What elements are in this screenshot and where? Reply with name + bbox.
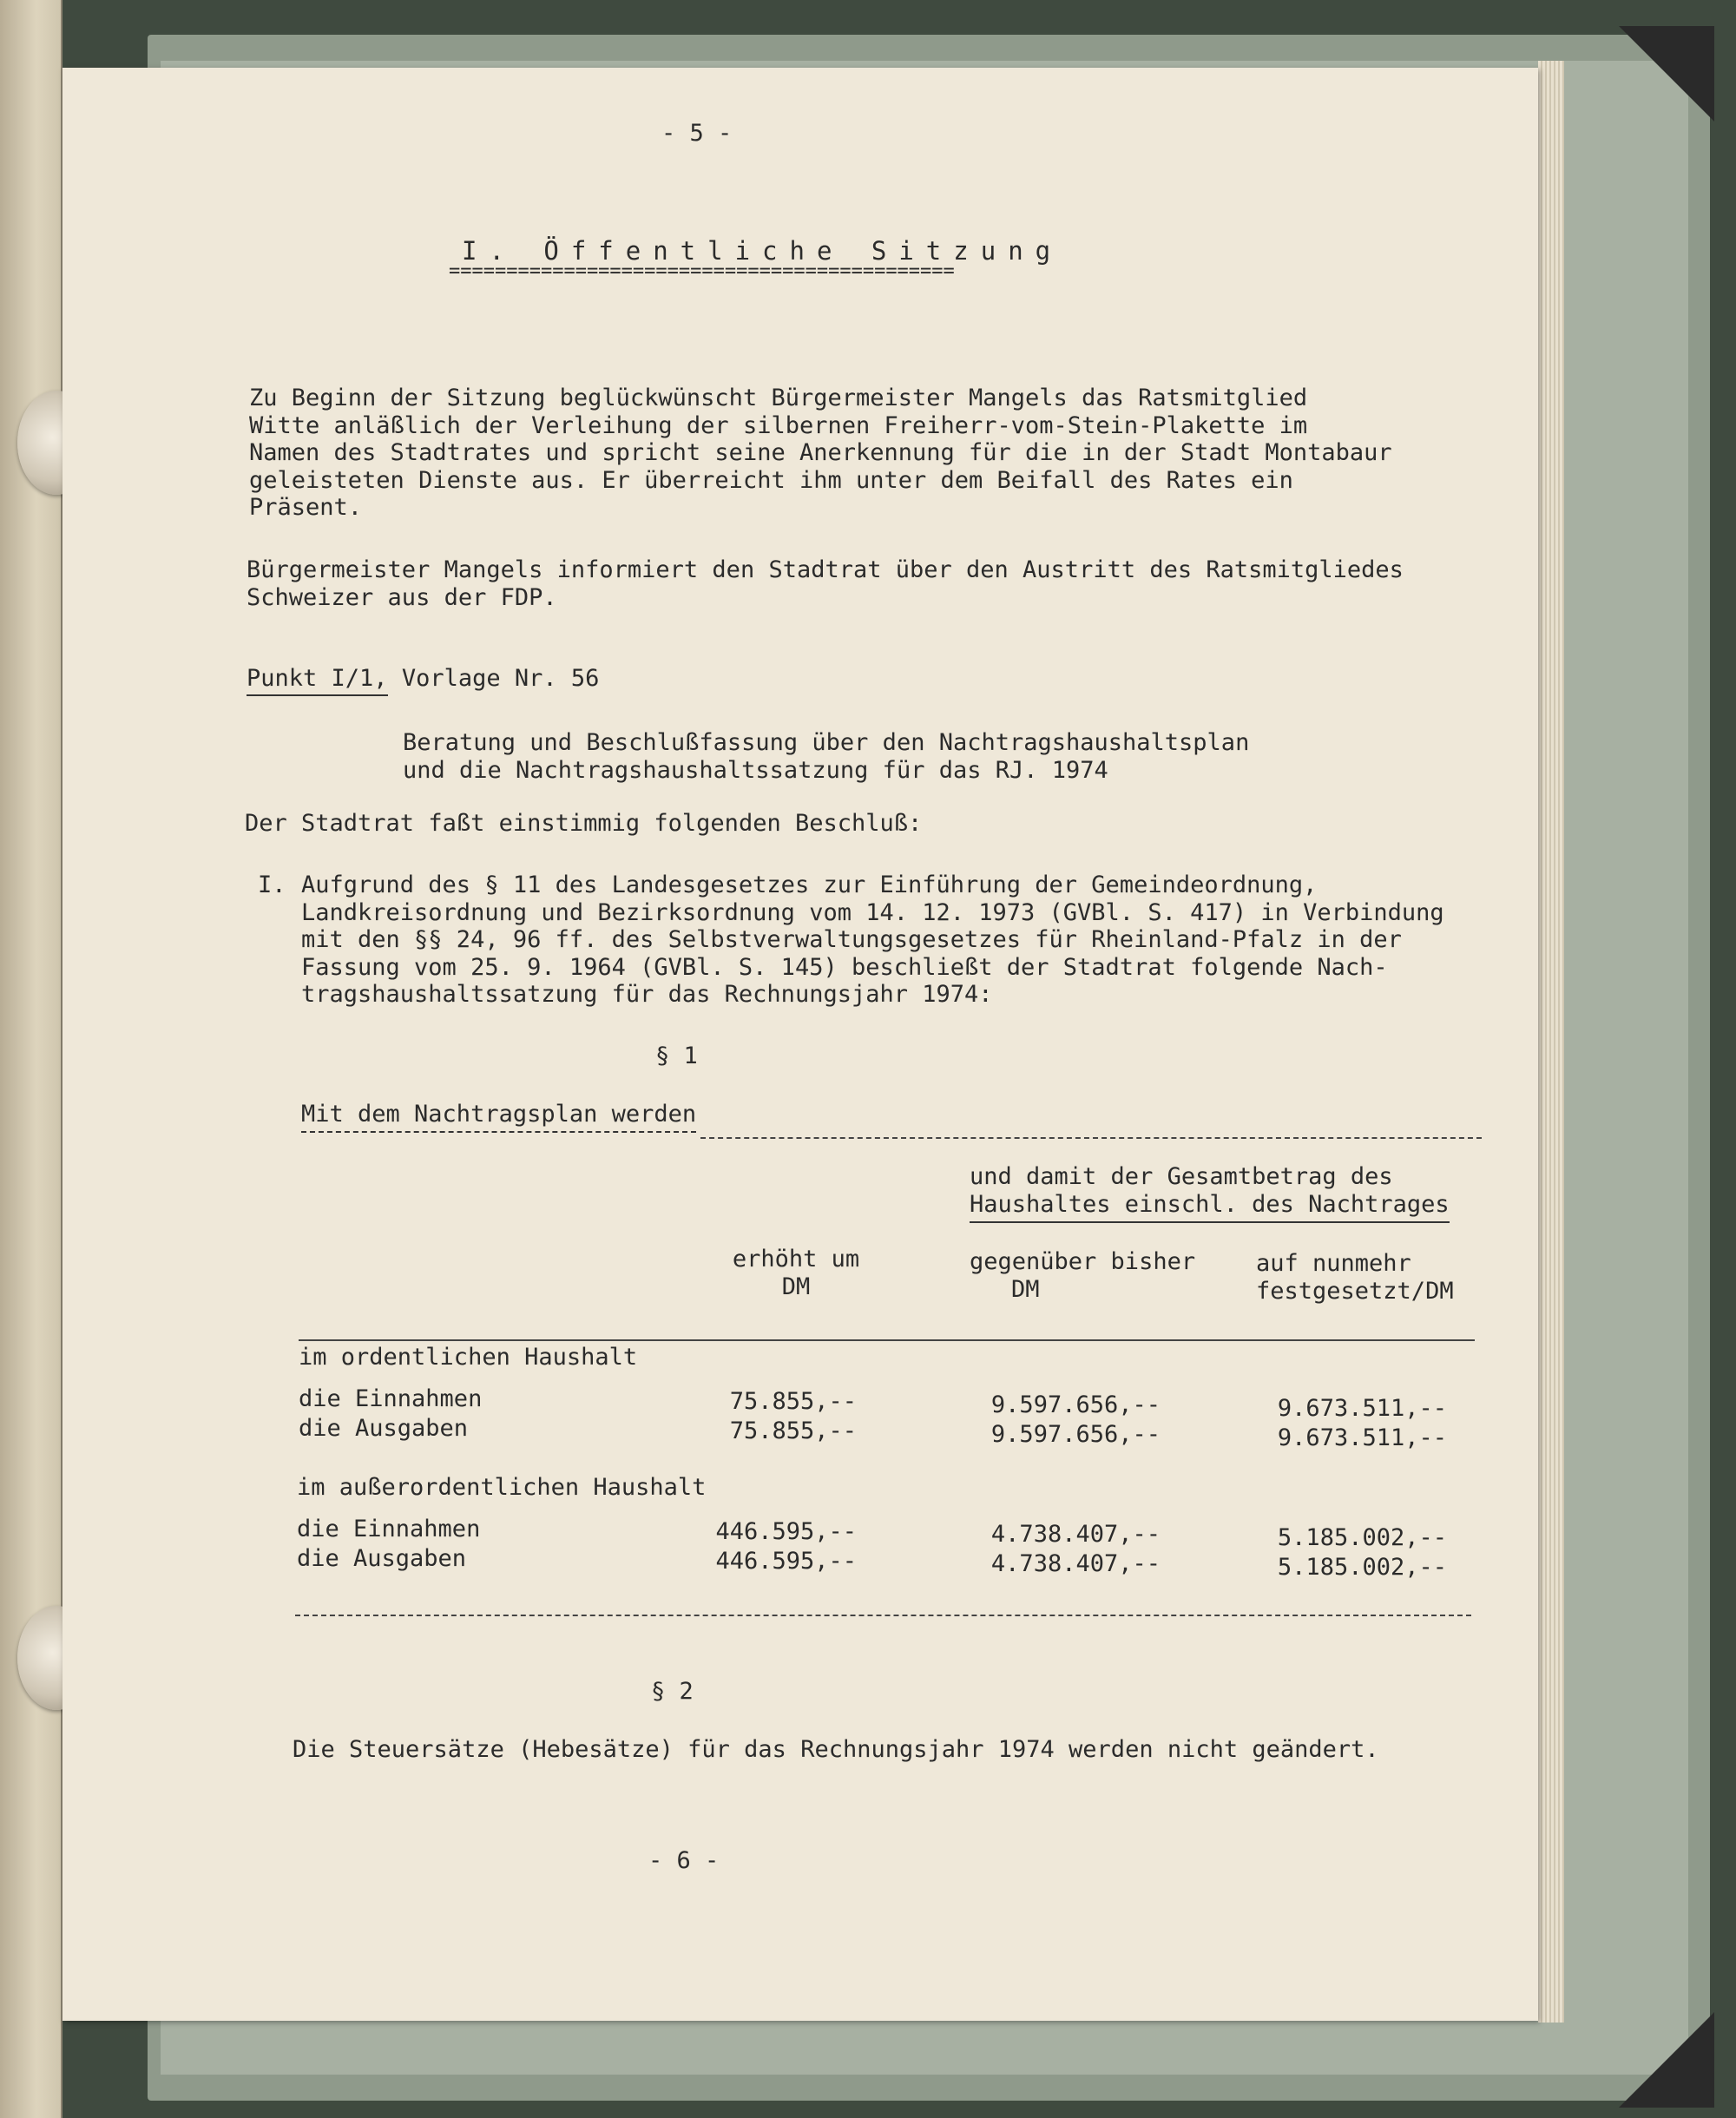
text-line: Schweizer aus der FDP.	[247, 583, 557, 611]
previous-page-edge	[0, 0, 62, 2118]
agenda-item-heading	[247, 665, 599, 693]
text-line: Landkreisordnung und Bezirksordnung vom 14. 12. 1973 (GVBl. S. 417) in Verbindung	[301, 898, 1444, 926]
text-line: Namen des Stadtrates und spricht seine Anerkennung für die in der Stadt Montabaur	[249, 439, 1392, 467]
text-line: geleisteten Dienste aus. Er überreicht ihm unter dem Beifall des Rates ein	[249, 466, 1293, 494]
text-line: Witte anläßlich der Verleihung der silbernen Freiherr-vom-Stein-Plakette im	[249, 411, 1308, 439]
value-nunmehr: 5.185.002,--	[1277, 1554, 1447, 1581]
value-bisher: 4.738.407,--	[990, 1550, 1161, 1577]
table-group-header-line1: und damit der Gesamtbetrag des	[970, 1163, 1393, 1190]
page-stack-edge	[1538, 61, 1564, 2023]
value-bisher: 9.597.656,--	[990, 1421, 1161, 1448]
value-erhoeht: 75.855,--	[729, 1388, 857, 1415]
value-nunmehr: 5.185.002,--	[1277, 1524, 1447, 1551]
value-nunmehr: 9.673.511,--	[1277, 1395, 1447, 1422]
row-label: die Ausgaben	[297, 1545, 467, 1572]
section-title: I. Öffentliche Sitzung	[462, 236, 1063, 266]
agenda-item-vorlage: Vorlage Nr. 56	[387, 665, 600, 692]
text-line: tragshaushaltssatzung für das Rechnungsjahr 1974:	[301, 981, 993, 1009]
agenda-item-subject	[403, 729, 1249, 784]
text-line: Bürgermeister Mangels informiert den Stadtrat über den Austritt des Ratsmitgliedes	[247, 556, 1404, 583]
section-heading-ausserordentlich: im außerordentlichen Haushalt	[297, 1474, 707, 1501]
paragraph-aufgrund	[301, 872, 1444, 1009]
value-erhoeht: 446.595,--	[715, 1518, 857, 1545]
text-line: Aufgrund des § 11 des Landesgesetzes zur Einführung der Gemeindeordnung,	[301, 872, 1318, 898]
text-line: und die Nachtragshaushaltssatzung für das RJ. 1974	[403, 756, 1108, 784]
title-rule: ============================================	[449, 260, 955, 282]
page-number-top: - 5 -	[661, 120, 733, 147]
section-sign-1: § 1	[655, 1043, 698, 1069]
text-line: mit den §§ 24, 96 ff. des Selbstverwaltungsgesetzes für Rheinland-Pfalz in der	[301, 926, 1402, 954]
paragraph-austritt	[247, 556, 1404, 611]
row-label: die Einnahmen	[299, 1385, 483, 1412]
value-erhoeht: 446.595,--	[715, 1548, 857, 1575]
row-label: die Einnahmen	[297, 1516, 481, 1542]
text-line: Fassung vom 25. 9. 1964 (GVBl. S. 145) beschließt der Stadtrat folgende Nach-	[301, 953, 1388, 981]
text-line: Beratung und Beschlußfassung über den Nachtragshaushaltsplan	[403, 729, 1250, 756]
paragraph-greeting	[249, 385, 1392, 522]
table-intro: Mit dem Nachtragsplan werden	[301, 1101, 696, 1133]
document-page	[62, 68, 1538, 2021]
table-group-header-line2: Haushaltes einschl. des Nachtrages	[970, 1191, 1450, 1223]
resolution-intro: Der Stadtrat faßt einstimmig folgenden Beschluß:	[245, 810, 923, 837]
col-header-bisher: gegenüber bisher DM	[970, 1248, 1196, 1303]
table-bottom-rule	[295, 1615, 1471, 1616]
dashed-rule	[700, 1137, 1482, 1139]
text-line: Präsent.	[249, 494, 363, 522]
binder-corner-bottom	[1619, 2012, 1714, 2108]
text-line: Zu Beginn der Sitzung beglückwünscht Bürgermeister Mangels das Ratsmitglied	[249, 385, 1308, 411]
value-bisher: 9.597.656,--	[990, 1391, 1161, 1418]
value-bisher: 4.738.407,--	[990, 1521, 1161, 1548]
tax-rate-statement: Die Steuersätze (Hebesätze) für das Rechnungsjahr 1974 werden nicht geändert.	[293, 1736, 1379, 1763]
col-header-nunmehr: auf nunmehr festgesetzt/DM	[1256, 1250, 1454, 1305]
col-header-erhoeht: erhöht um DM	[732, 1246, 860, 1300]
roman-numeral: I.	[258, 872, 286, 898]
table-header-rule	[299, 1339, 1475, 1341]
value-nunmehr: 9.673.511,--	[1277, 1424, 1447, 1451]
row-label: die Ausgaben	[299, 1415, 469, 1442]
section-heading-ordentlich: im ordentlichen Haushalt	[299, 1344, 638, 1371]
binder-corner-top	[1619, 26, 1714, 122]
page-number-bottom: - 6 -	[648, 1847, 720, 1874]
section-sign-2: § 2	[651, 1678, 694, 1705]
value-erhoeht: 75.855,--	[729, 1417, 857, 1444]
agenda-item-label: Punkt I/1,	[247, 665, 388, 696]
